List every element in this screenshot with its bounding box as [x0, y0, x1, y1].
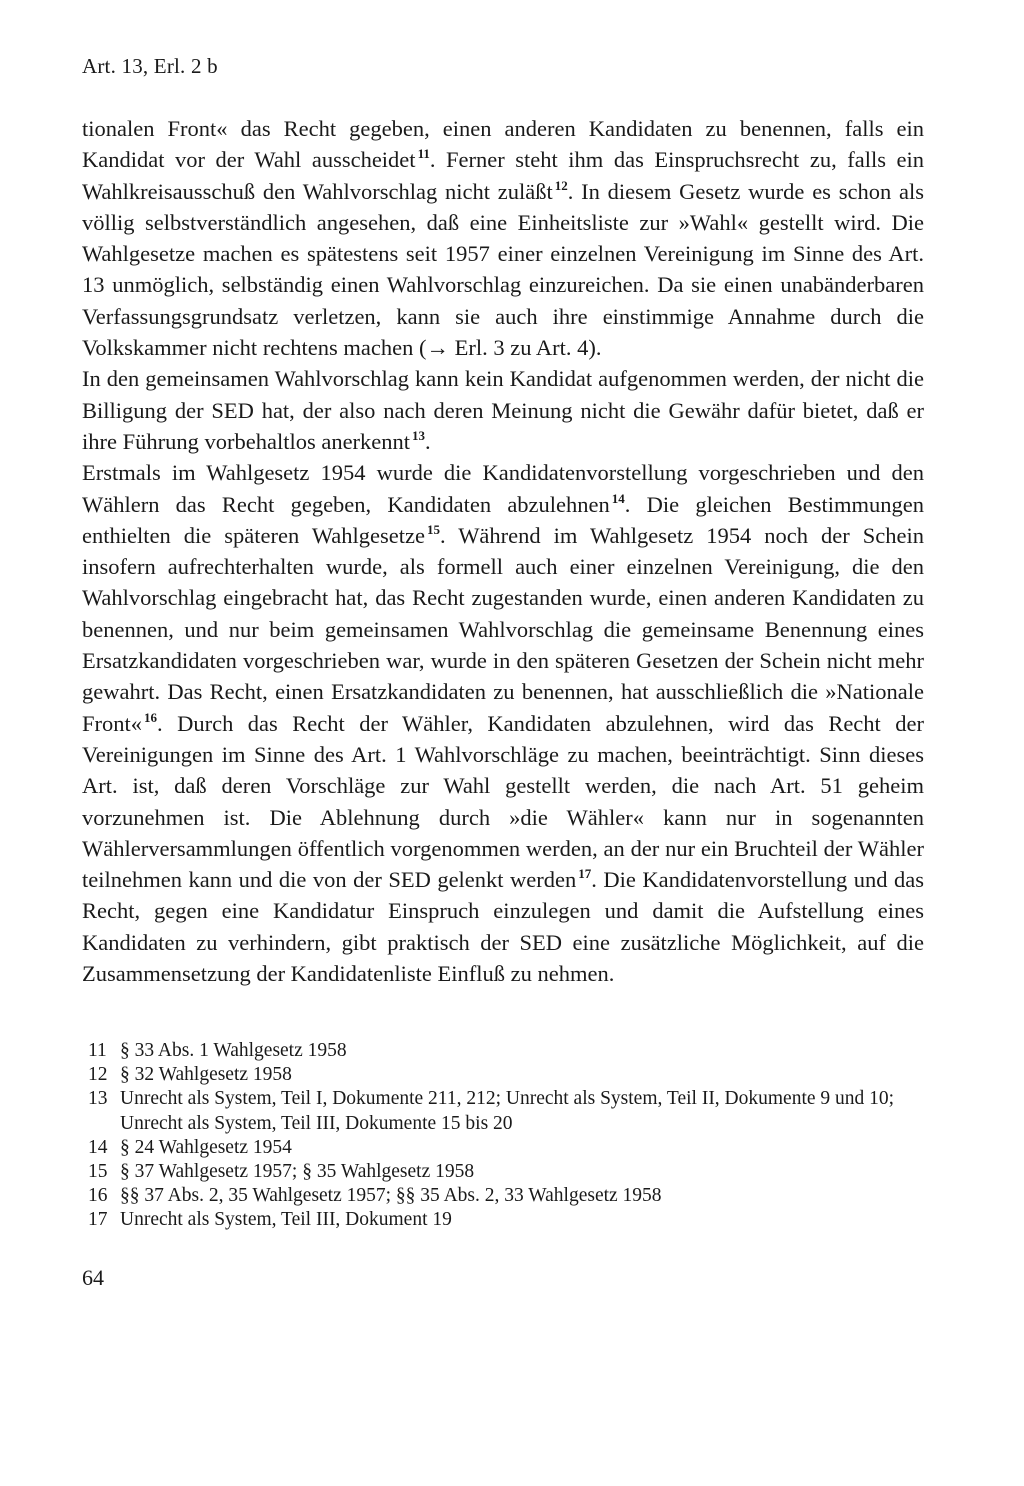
footnotes	[88, 1039, 930, 1233]
footnote	[88, 1160, 930, 1184]
paragraph	[82, 363, 924, 457]
footnote-text: § 37 Wahlgesetz 1957; § 35 Wahlgesetz 1958	[120, 1161, 475, 1183]
text-run: In den gemeinsamen Wahlvorschlag kann kein Kandidat aufgenommen werden, der nicht die Billigung der SED hat, der also nach deren Meinung nicht die Gewähr dafür bietet, daß er ihre Führung vorbehaltlos anerkennt	[82, 366, 924, 454]
text-run: . Während im Wahlgesetz 1954 noch der Schein insofern aufrechterhalten wurde, als formell auch einer einzelnen Vereinigung, die den Wahlvorschlag eingebracht hat, das Recht zugestanden wurde, einen anderen Kandidaten zu benennen, und nur beim gemeinsamen Wahlvorschlag die gemeinsame Benennung eines Ersatzkandidaten vorgeschrieben war, wurde in den späteren Gesetzen der Schein nicht mehr gewahrt. Das Recht, einen Ersatzkandidaten zu benennen, hat ausschließlich die »Nationale Front«	[82, 522, 924, 736]
footnote-reference[interactable]: 13	[412, 427, 426, 443]
footnote	[88, 1184, 930, 1208]
text-run: . In diesem Gesetz wurde es schon als völlig selbstverständlich angesehen, daß eine Einheitsliste zur »Wahl« gestellt wird. Die Wahlgesetze machen es spätestens seit 1957 einer einzelnen Vereinigung im Sinne des Art. 13 unmöglich, selbständig einen Wahlvorschlag einzureichen. Da sie einen unabänderbaren Verfassungsgrundsatz verletzen, kann sie auch ihre einstimmige Annahme durch die Volkskammer nicht rechtens machen (→ Erl. 3 zu Art. 4).	[82, 178, 924, 361]
footnote-reference[interactable]: 17	[578, 866, 592, 882]
text-run: tionalen Front« das Recht gegeben, einen anderen Kandidaten zu benennen, falls ein Kandidat vor der Wahl ausscheidet	[82, 116, 924, 173]
footnote	[88, 1208, 930, 1232]
text-run: .	[425, 428, 431, 454]
footnote-text: Unrecht als System, Teil III, Dokument 19	[120, 1209, 452, 1231]
running-head: Art. 13, Erl. 2 b	[82, 54, 218, 78]
text-run: . Die Kandidatenvorstellung und das Recht, gegen eine Kandidatur Einspruch einzulegen und damit die Aufstellung eines Kandidaten zu verhindern, gibt praktisch der SED eine zusätzliche Möglichkeit, auf die Zusammensetzung der Kandidatenliste Einfluß zu nehmen.	[82, 867, 924, 987]
footnote-number: 14	[88, 1136, 108, 1158]
footnote-text: § 33 Abs. 1 Wahlgesetz 1958	[120, 1040, 347, 1061]
footnote	[88, 1039, 930, 1063]
footnote-reference[interactable]: 12	[554, 177, 568, 193]
footnote-number: 13	[88, 1088, 108, 1110]
footnote-reference[interactable]: 16	[144, 709, 158, 725]
text-run: . Die gleichen Bestimmungen enthielten die späteren Wahlgesetze	[82, 491, 924, 548]
footnote-number: 16	[88, 1185, 108, 1207]
footnote-text: § 32 Wahlgesetz 1958	[120, 1064, 292, 1086]
paragraph	[82, 113, 924, 363]
footnote-number: 11	[88, 1040, 107, 1061]
footnote-text: §§ 37 Abs. 2, 35 Wahlgesetz 1957; §§ 35 Abs. 2, 33 Wahlgesetz 1958	[120, 1185, 662, 1207]
body-text	[82, 113, 924, 989]
footnote	[88, 1087, 930, 1135]
footnote-text: § 24 Wahlgesetz 1954	[120, 1136, 292, 1158]
paragraph	[82, 457, 924, 989]
footnote-reference[interactable]: 15	[426, 521, 440, 537]
footnote-reference[interactable]: 14	[611, 490, 625, 506]
text-run: . Durch das Recht der Wähler, Kandidaten abzulehnen, wird das Recht der Vereinigungen im Sinne des Art. 1 Wahlvorschläge zu machen, beeinträchtigt. Sinn dieses Art. ist, daß deren Vorschläge zur Wahl gestellt werden, die nach Art. 51 geheim vorzunehmen ist. Die Ablehnung durch »die Wähler« kann nur in sogenannten Wählerversammlungen öffentlich vorgenommen werden, an der nur ein Bruchteil der Wähler teilnehmen kann und die von der SED gelenkt werden	[82, 710, 924, 893]
text-run: Erstmals im Wahlgesetz 1954 wurde die Kandidatenvorstellung vorgeschrieben und den Wählern das Recht gegeben, Kandidaten abzulehnen	[82, 460, 924, 517]
footnote-number: 12	[88, 1064, 108, 1086]
footnote-text: Unrecht als System, Teil I, Dokumente 211, 212; Unrecht als System, Teil II, Dokumente 9 und 10; Unrecht als System, Teil III, Dokumente 15 bis 20	[120, 1088, 895, 1134]
footnote-reference[interactable]: 11	[417, 146, 430, 162]
footnote	[88, 1136, 930, 1160]
footnote	[88, 1063, 930, 1087]
page-number: 64	[82, 1265, 104, 1290]
footnote-number: 15	[88, 1161, 108, 1183]
text-run: . Ferner steht ihm das Einspruchsrecht zu, falls ein Wahlkreisausschuß den Wahlvorschlag nicht zuläßt	[82, 147, 924, 204]
footnote-number: 17	[88, 1209, 108, 1231]
